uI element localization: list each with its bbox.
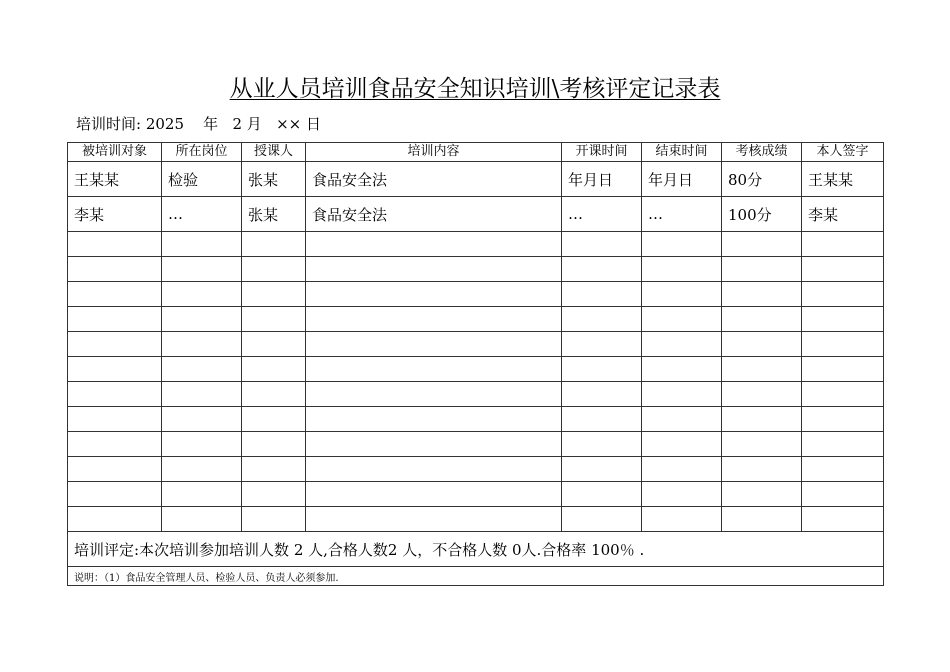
empty-table-row xyxy=(68,332,884,357)
empty-cell xyxy=(642,282,722,307)
record-table xyxy=(67,142,884,586)
table-row xyxy=(68,162,884,197)
empty-cell xyxy=(722,457,802,482)
empty-cell xyxy=(562,357,642,382)
empty-cell xyxy=(802,307,884,332)
empty-cell xyxy=(242,232,306,257)
empty-cell xyxy=(162,507,242,532)
empty-cell xyxy=(802,257,884,282)
empty-cell xyxy=(242,482,306,507)
empty-cell xyxy=(722,432,802,457)
empty-cell xyxy=(242,457,306,482)
date-month-unit: 月 xyxy=(246,115,262,133)
empty-cell xyxy=(802,232,884,257)
table-header-row xyxy=(68,143,884,162)
empty-cell xyxy=(68,432,162,457)
empty-cell xyxy=(642,332,722,357)
empty-cell xyxy=(162,257,242,282)
empty-cell xyxy=(306,482,562,507)
empty-cell xyxy=(722,382,802,407)
empty-cell xyxy=(242,257,306,282)
cell-score: 100分 xyxy=(722,197,802,232)
empty-cell xyxy=(722,307,802,332)
empty-cell xyxy=(162,307,242,332)
cell-signature: 王某某 xyxy=(802,162,884,197)
empty-cell xyxy=(306,432,562,457)
cell-end-time: … xyxy=(642,197,722,232)
date-day-unit: 日 xyxy=(306,115,322,133)
empty-table-row xyxy=(68,432,884,457)
empty-cell xyxy=(306,382,562,407)
header-content: 培训内容 xyxy=(306,143,562,162)
empty-cell xyxy=(306,357,562,382)
empty-table-row xyxy=(68,257,884,282)
header-position: 所在岗位 xyxy=(162,143,242,162)
empty-cell xyxy=(562,432,642,457)
training-date-line xyxy=(76,114,321,134)
empty-cell xyxy=(562,307,642,332)
empty-cell xyxy=(642,432,722,457)
empty-cell xyxy=(68,407,162,432)
empty-cell xyxy=(306,407,562,432)
empty-cell xyxy=(562,507,642,532)
cell-trainee: 李某 xyxy=(68,197,162,232)
empty-cell xyxy=(162,232,242,257)
cell-instructor: 张某 xyxy=(242,197,306,232)
empty-cell xyxy=(802,432,884,457)
empty-cell xyxy=(68,307,162,332)
empty-cell xyxy=(802,482,884,507)
date-year: 2025 xyxy=(145,115,185,133)
empty-cell xyxy=(802,457,884,482)
empty-cell xyxy=(242,307,306,332)
empty-cell xyxy=(722,507,802,532)
empty-table-row xyxy=(68,407,884,432)
date-year-unit: 年 xyxy=(203,115,219,133)
empty-table-row xyxy=(68,382,884,407)
empty-cell xyxy=(722,407,802,432)
empty-cell xyxy=(802,507,884,532)
empty-cell xyxy=(642,307,722,332)
empty-cell xyxy=(642,457,722,482)
empty-cell xyxy=(162,282,242,307)
cell-end-time: 年月日 xyxy=(642,162,722,197)
empty-cell xyxy=(642,357,722,382)
evaluation-text: 培训评定:本次培训参加培训人数 2 人,合格人数2 人，不合格人数 0人.合格率 100％ . xyxy=(68,532,884,567)
empty-cell xyxy=(162,407,242,432)
document-title: 从业人员培训食品安全知识培训\考核评定记录表 xyxy=(229,76,721,102)
empty-cell xyxy=(68,257,162,282)
empty-cell xyxy=(68,507,162,532)
empty-cell xyxy=(306,507,562,532)
empty-cell xyxy=(68,232,162,257)
empty-table-row xyxy=(68,482,884,507)
empty-table-row xyxy=(68,357,884,382)
note-text: 说明：（1）食品安全管理人员、检验人员、负责人必须参加. xyxy=(68,567,884,586)
empty-cell xyxy=(722,482,802,507)
empty-cell xyxy=(242,507,306,532)
empty-cell xyxy=(722,282,802,307)
empty-cell xyxy=(306,307,562,332)
empty-cell xyxy=(306,257,562,282)
empty-cell xyxy=(802,407,884,432)
cell-start-time: 年月日 xyxy=(562,162,642,197)
header-signature: 本人签字 xyxy=(802,143,884,162)
empty-table-row xyxy=(68,307,884,332)
date-day: ×× xyxy=(276,115,302,133)
empty-cell xyxy=(162,357,242,382)
header-end-time: 结束时间 xyxy=(642,143,722,162)
empty-cell xyxy=(802,282,884,307)
cell-instructor: 张某 xyxy=(242,162,306,197)
empty-cell xyxy=(562,257,642,282)
empty-cell xyxy=(642,257,722,282)
empty-cell xyxy=(242,407,306,432)
evaluation-row xyxy=(68,532,884,567)
empty-cell xyxy=(562,382,642,407)
empty-table-row xyxy=(68,282,884,307)
cell-trainee: 王某某 xyxy=(68,162,162,197)
header-score: 考核成绩 xyxy=(722,143,802,162)
empty-cell xyxy=(562,332,642,357)
empty-cell xyxy=(68,382,162,407)
cell-start-time: … xyxy=(562,197,642,232)
empty-cell xyxy=(722,257,802,282)
empty-cell xyxy=(562,482,642,507)
empty-table-row xyxy=(68,232,884,257)
empty-cell xyxy=(68,282,162,307)
empty-cell xyxy=(722,232,802,257)
empty-table-row xyxy=(68,457,884,482)
empty-cell xyxy=(306,232,562,257)
empty-cell xyxy=(562,232,642,257)
date-label: 培训时间: xyxy=(76,115,142,133)
empty-cell xyxy=(642,482,722,507)
empty-cell xyxy=(562,457,642,482)
empty-cell xyxy=(242,432,306,457)
table-row xyxy=(68,197,884,232)
empty-cell xyxy=(242,282,306,307)
cell-signature: 李某 xyxy=(802,197,884,232)
empty-cell xyxy=(642,407,722,432)
empty-cell xyxy=(306,457,562,482)
empty-cell xyxy=(162,457,242,482)
empty-cell xyxy=(306,282,562,307)
empty-cell xyxy=(68,457,162,482)
empty-cell xyxy=(722,357,802,382)
cell-position: 检验 xyxy=(162,162,242,197)
empty-cell xyxy=(162,332,242,357)
cell-content: 食品安全法 xyxy=(306,197,562,232)
header-start-time: 开课时间 xyxy=(562,143,642,162)
empty-cell xyxy=(562,407,642,432)
empty-cell xyxy=(68,332,162,357)
empty-cell xyxy=(642,232,722,257)
header-instructor: 授课人 xyxy=(242,143,306,162)
date-month: 2 xyxy=(232,115,242,133)
empty-cell xyxy=(68,482,162,507)
empty-cell xyxy=(242,357,306,382)
empty-cell xyxy=(802,382,884,407)
empty-cell xyxy=(162,482,242,507)
cell-content: 食品安全法 xyxy=(306,162,562,197)
empty-cell xyxy=(162,432,242,457)
empty-cell xyxy=(642,382,722,407)
empty-cell xyxy=(242,382,306,407)
empty-cell xyxy=(562,282,642,307)
header-trainee: 被培训对象 xyxy=(68,143,162,162)
cell-position: … xyxy=(162,197,242,232)
empty-cell xyxy=(162,382,242,407)
empty-cell xyxy=(242,332,306,357)
empty-cell xyxy=(642,507,722,532)
note-row xyxy=(68,567,884,586)
empty-cell xyxy=(722,332,802,357)
empty-cell xyxy=(802,357,884,382)
cell-score: 80分 xyxy=(722,162,802,197)
empty-cell xyxy=(68,357,162,382)
empty-cell xyxy=(306,332,562,357)
empty-table-row xyxy=(68,507,884,532)
empty-cell xyxy=(802,332,884,357)
